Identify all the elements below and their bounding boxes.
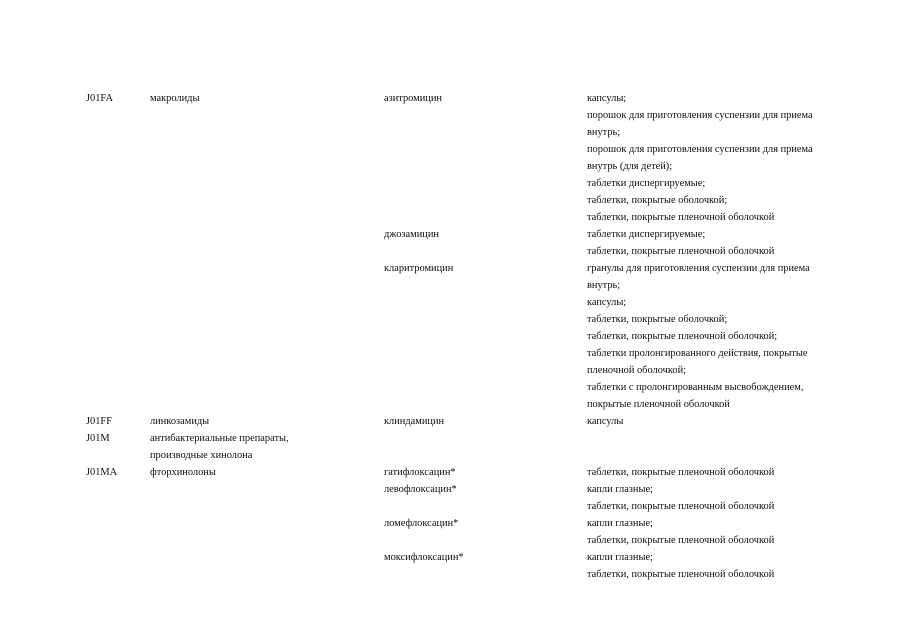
drug-group-line: макролиды [150,93,200,104]
dosage-form-line: порошок для приготовления суспензии для приема [587,144,813,155]
drug-name [384,515,574,532]
atc-code [86,90,146,107]
dosage-form-line: таблетки, покрытые пленочной оболочкой; [587,331,778,342]
dosage-form-line: пленочной оболочкой; [587,365,687,376]
dosage-form-line: порошок для приготовления суспензии для приема [587,110,813,121]
dosage-form-line: таблетки пролонгированного действия, покрытые [587,348,808,359]
dosage-form-line: таблетки, покрытые оболочкой; [587,314,728,325]
dosage-form-line: таблетки диспергируемые; [587,178,706,189]
dosage-form-line: таблетки, покрытые пленочной оболочкой [587,212,775,223]
dosage-form-line: капли глазные; [587,518,653,529]
dosage-forms [587,464,887,481]
atc-code [86,413,146,430]
drug-name-text: ломефлоксацин* [384,518,459,529]
dosage-form-line: таблетки, покрытые пленочной оболочкой [587,246,775,257]
drug-name-text: моксифлоксацин* [384,552,464,563]
drug-name-text: клиндамицин [384,416,445,427]
dosage-forms [587,549,887,583]
dosage-form-line: внутрь (для детей); [587,161,673,172]
dosage-form-line: таблетки, покрытые пленочной оболочкой [587,467,775,478]
atc-code-text: J01FA [86,93,113,104]
atc-code-text: J01FF [86,416,112,427]
dosage-form-line: таблетки, покрытые пленочной оболочкой [587,535,775,546]
table-row [0,413,905,430]
drug-name-text: кларитромицин [384,263,454,274]
atc-code-text: J01M [86,433,110,444]
dosage-forms [587,226,887,260]
dosage-forms [587,90,887,226]
dosage-form-line: таблетки, покрытые пленочной оболочкой [587,501,775,512]
drug-name [384,413,574,430]
drug-name [384,464,574,481]
drug-group-line: фторхинолоны [150,467,216,478]
drug-name-text: джозамицин [384,229,439,240]
dosage-form-line: таблетки, покрытые оболочкой; [587,195,728,206]
drug-group [150,430,370,464]
drug-name [384,549,574,566]
dosage-form-line: внутрь; [587,280,621,291]
drug-name [384,226,574,243]
drug-name [384,90,574,107]
dosage-forms [587,413,887,430]
atc-code-text: J01MA [86,467,118,478]
dosage-form-line: покрытые пленочной оболочкой [587,399,730,410]
dosage-form-line: таблетки, покрытые пленочной оболочкой [587,569,775,580]
dosage-form-line: капли глазные; [587,484,653,495]
table-row [0,90,905,413]
drug-name-text: гатифлоксацин* [384,467,456,478]
drug-group-line: производные хинолона [150,450,253,461]
drug-name [384,260,574,277]
atc-code [86,464,146,481]
table-row [0,430,905,464]
drug-name-text: азитромицин [384,93,442,104]
drug-group [150,413,370,430]
drug-group [150,464,370,481]
atc-code [86,430,146,447]
medication-table [0,90,905,583]
dosage-forms [587,515,887,549]
drug-group-line: линкозамиды [150,416,210,427]
dosage-form-line: капсулы; [587,93,627,104]
dosage-form-line: капсулы; [587,297,627,308]
dosage-form-line: гранулы для приготовления суспензии для приема [587,263,810,274]
dosage-forms [587,260,887,413]
dosage-form-line: внутрь; [587,127,621,138]
dosage-form-line: таблетки с пролонгированным высвобождением, [587,382,804,393]
dosage-form-line: капсулы [587,416,624,427]
dosage-forms [587,481,887,515]
table-row [0,464,905,583]
drug-name [384,481,574,498]
drug-name-text: левофлоксацин* [384,484,457,495]
drug-group-line: антибактериальные препараты, [150,433,289,444]
dosage-form-line: капли глазные; [587,552,653,563]
drug-group [150,90,370,107]
dosage-form-line: таблетки диспергируемые; [587,229,706,240]
